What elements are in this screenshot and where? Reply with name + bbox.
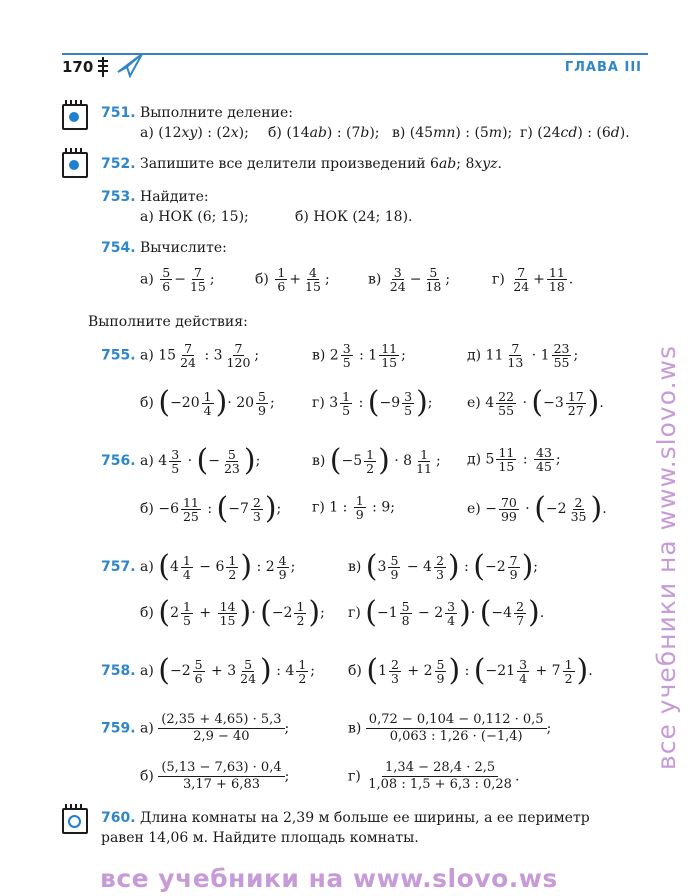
item-756-a: 756. а) 4 $\frac{3}{5}$ · (− $\frac{5}{23}$ );	[101, 443, 261, 478]
item-758-b: б) (1 $\frac{2}{3}$ + 2 $\frac{5}{9}$ ) : (−21 $\frac{3}{4}$ + 7 $\frac{1}{2}$ ).	[348, 653, 593, 688]
item-754-b: б) $\frac{1}{6}$ + $\frac{4}{15}$ ;	[255, 265, 330, 294]
item-756-v: в) (−5 $\frac{1}{2}$ ) · 8 $\frac{1}{11}$ ;	[312, 443, 441, 478]
item-756-d: д) 5 $\frac{11}{15}$ : $\frac{43}{45}$ ;	[467, 445, 561, 474]
notebook-icon	[60, 804, 88, 832]
item-753-a: а) НОК (6; 15);	[140, 209, 249, 225]
item-756-e: е) − $\frac{70}{99}$ · (−2 $\frac{2}{35}$ ).	[467, 491, 607, 526]
item-751-c: в) (45𝑚𝑛) : (5𝑚);	[392, 125, 513, 141]
item-757-b: б) (2 $\frac{1}{5}$ + $\frac{14}{15}$ )· (−2 $\frac{1}{2}$ );	[140, 595, 325, 630]
item-759-a: 759. а) $\frac{(2,35 + 4,65) \cdot 5,3}{2,9 - 40}$ ;	[101, 712, 290, 744]
problem-760-line2: равен 14,06 м. Найдите площадь комнаты.	[101, 830, 419, 846]
watermark-side: все учебники на www.slovo.ws	[652, 345, 681, 770]
item-755-d: д) 11 $\frac{7}{13}$ · 1 $\frac{23}{55}$ ;	[467, 341, 579, 370]
item-754-c: в) $\frac{3}{24}$ − $\frac{5}{18}$ ;	[368, 265, 451, 294]
notebook-icon	[60, 100, 88, 128]
header-rule	[62, 53, 648, 55]
item-754-a: а) $\frac{5}{6}$ − $\frac{7}{15}$ ;	[140, 265, 215, 294]
problem-754: 754. Вычислите:	[101, 240, 227, 256]
notebook-icon	[60, 148, 88, 176]
watermark-bottom: все учебники на www.slovo.ws	[100, 864, 558, 893]
item-755-a: 755. а) 15 $\frac{7}{24}$ : 3 $\frac{7}{120}$ ;	[101, 341, 260, 370]
paper-plane-icon	[116, 52, 144, 78]
item-755-g: г) 3 $\frac{1}{5}$ : (−9 $\frac{3}{5}$ );	[312, 385, 433, 420]
item-756-g: г) 1 : $\frac{1}{9}$ : 9;	[312, 493, 395, 522]
item-751-d: г) (24𝑐𝑑) : (6𝑑).	[520, 125, 630, 141]
item-755-b: б) (−20 $\frac{1}{4}$ )· 20 $\frac{5}{9}$ ;	[140, 385, 275, 420]
item-755-v: в) 2 $\frac{3}{5}$ : 1 $\frac{11}{15}$ ;	[312, 341, 406, 370]
problem-753: 753. Найдите:	[101, 189, 209, 205]
item-758-a: 758. а) (−2 $\frac{5}{6}$ + 3 $\frac{5}{24}$ ) : 4 $\frac{1}{2}$ ;	[101, 653, 315, 688]
item-751-a: а) (12𝑥𝑦) : (2𝑥);	[140, 125, 249, 141]
page-number: 170	[62, 58, 94, 76]
item-754-d: г) $\frac{7}{24}$ + $\frac{11}{18}$ .	[492, 265, 574, 294]
actions-heading: Выполните действия:	[88, 314, 248, 330]
problem-751: 751. Выполните деление:	[101, 105, 293, 121]
spiral-binding-icon	[96, 56, 110, 78]
item-755-e: е) 4 $\frac{22}{55}$ · (−3 $\frac{17}{27}$ ).	[467, 385, 604, 420]
item-753-b: б) НОК (24; 18).	[295, 209, 413, 225]
problem-760: 760. Длина комнаты на 2,39 м больше ее ширины, а ее периметр	[101, 810, 590, 826]
item-759-g: г) $\frac{1,34 - 28,4 \cdot 2,5}{1,08 : 1,5 + 6,3 : 0,28}$ .	[348, 760, 520, 792]
item-759-b: б) $\frac{(5,13 - 7,63) \cdot 0,4}{3,17 + 6,83}$ ;	[140, 760, 290, 792]
item-756-b: б) −6 $\frac{11}{25}$ : (−7 $\frac{2}{3}$ );	[140, 491, 282, 526]
item-757-a: 757. а) (4 $\frac{1}{4}$ − 6 $\frac{1}{2}$ ) : 2 $\frac{4}{9}$ ;	[101, 549, 296, 584]
problem-752: 752. Запишите все делители произведений 6𝑎𝑏; 8𝑥𝑦𝑧.	[101, 156, 502, 172]
chapter-label: ГЛАВА III	[564, 60, 642, 75]
item-757-g: г) (−1 $\frac{5}{8}$ − 2 $\frac{3}{4}$ )· (−4 $\frac{2}{7}$ ).	[348, 595, 545, 630]
item-757-v: в) (3 $\frac{5}{9}$ − 4 $\frac{2}{3}$ ) : (−2 $\frac{7}{9}$ );	[348, 549, 538, 584]
item-759-v: в) $\frac{0,72 - 0,104 - 0,112 \cdot 0,5}{0,063 : 1,26 \cdot (-1,4)}$ ;	[348, 712, 552, 744]
item-751-b: б) (14𝑎𝑏) : (7𝑏);	[268, 125, 380, 141]
